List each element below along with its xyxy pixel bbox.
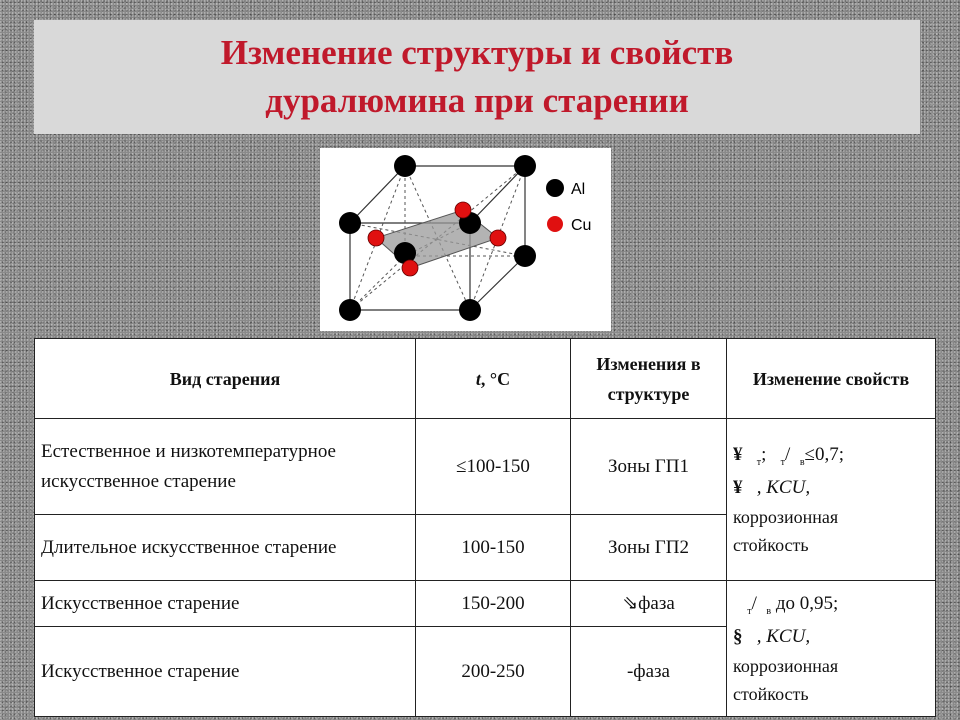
row-structure: -фаза	[571, 627, 727, 717]
al-atom	[514, 155, 536, 177]
al-atom	[394, 155, 416, 177]
title-line-2: дуралюмина при старении	[265, 81, 689, 120]
header-temp-symbol: t	[475, 368, 481, 389]
legend-cu-label: Cu	[571, 217, 592, 234]
table-row	[35, 419, 936, 515]
al-atom	[339, 299, 361, 321]
cu-atom	[490, 230, 506, 246]
header-structure-changes: Изменения в структуре	[571, 339, 727, 419]
aging-table	[34, 338, 936, 717]
cube-edge-bottom-right	[470, 256, 525, 310]
row-type: Длительное искусственное старение	[35, 515, 416, 581]
row-type: Искусственное старение	[35, 627, 416, 717]
crystal-lattice-diagram	[320, 148, 611, 331]
legend-al-marker	[546, 179, 564, 197]
row-temp: ≤100-150	[416, 419, 571, 515]
header-temperature	[416, 339, 571, 419]
table-row	[35, 581, 936, 627]
legend-al-label: Al	[571, 181, 586, 198]
title-line-1: Изменение структуры и свойств	[220, 33, 734, 72]
header-aging-type: Вид старения	[35, 339, 416, 419]
cu-atom	[402, 260, 418, 276]
al-atom	[514, 245, 536, 267]
al-atom	[339, 212, 361, 234]
cu-atom	[455, 202, 471, 218]
row-structure: ⇘фаза	[571, 581, 727, 627]
row-structure: Зоны ГП2	[571, 515, 727, 581]
properties-cell-b: $_т$/ $_в$ до 0,95; § , KCU, коррозионная стойкость	[727, 581, 936, 717]
header-property-changes: Изменение свойств	[727, 339, 936, 419]
row-temp: 150-200	[416, 581, 571, 627]
row-structure: Зоны ГП1	[571, 419, 727, 515]
header-temp-unit: , °C	[480, 368, 511, 389]
row-temp: 100-150	[416, 515, 571, 581]
cube-top-face	[350, 166, 525, 223]
cu-atom	[368, 230, 384, 246]
al-atom	[459, 299, 481, 321]
properties-cell-a: ¥ $_т$; $_т$/ $_в$≤0,7; ¥ , KCU, коррозионная стойкость	[727, 419, 936, 581]
row-type: Естественное и низкотемпературное искусственное старение	[35, 419, 416, 515]
row-temp: 200-250	[416, 627, 571, 717]
legend-cu-marker	[547, 216, 563, 232]
row-type: Искусственное старение	[35, 581, 416, 627]
title-banner	[34, 20, 920, 134]
